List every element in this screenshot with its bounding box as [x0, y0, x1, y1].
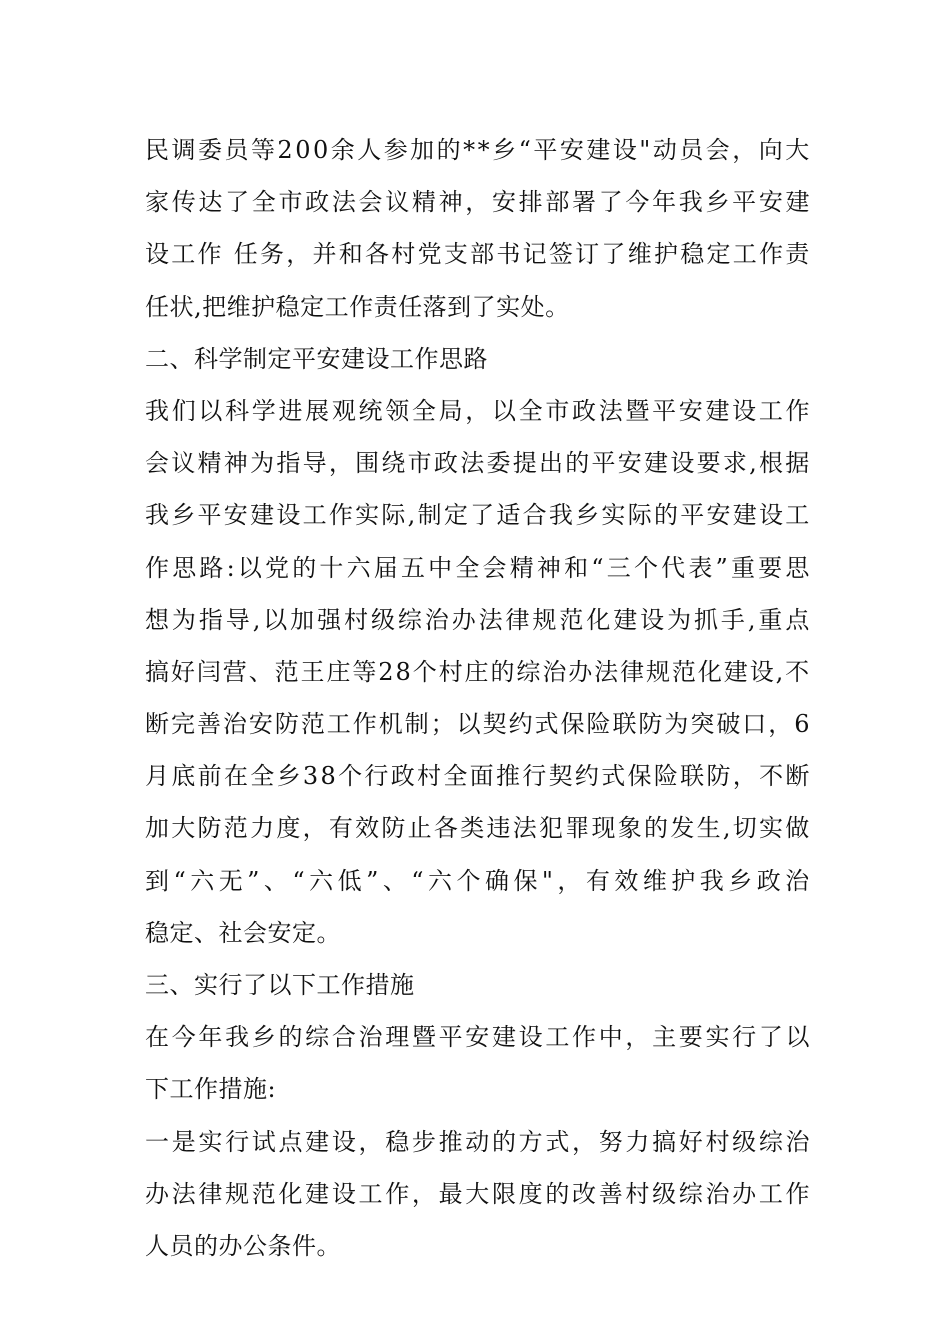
text-line: 一 是 实 行 试 点 建 设 ， 稳 步 推 动 的 方 式 ， 努 力 搞 好 村 级 综 治 [145, 1127, 810, 1156]
text-line: 稳定、社会安定。 [145, 918, 341, 947]
text-line: 我 们 以 科 学 进 展 观 统 领 全 局 ， 以 全 市 政 法 暨 平 安 建 设 工 作 [145, 396, 810, 425]
text-line: 想 为 指 导 , 以 加 强 村 级 综 治 办 法 律 规 范 化 建 设 为 抓 手 , 重 点 [145, 605, 810, 634]
text-line: 搞 好 闫 营 、 范 王 庄 等 2 8 个 村 庄 的 综 治 办 法 律 规 范 化 建 设 , 不 [145, 657, 810, 686]
text-line: 设 工 作 任 务 ， 并 和 各 村 党 支 部 书 记 签 订 了 维 护 稳 定 工 作 责 [145, 240, 810, 269]
text-line: 家 传 达 了 全 市 政 法 会 议 精 神 ， 安 排 部 署 了 今 年 我 乡 平 安 建 [145, 188, 810, 217]
text-line: 断 完 善 治 安 防 范 工 作 机 制 ； 以 契 约 式 保 险 联 防 为 突 破 口 ， 6 [145, 710, 810, 739]
text-line: 办 法 律 规 范 化 建 设 工 作 ， 最 大 限 度 的 改 善 村 级 综 治 办 工 作 [145, 1179, 810, 1208]
text-line: 任状,把维护稳定工作责任落到了实处。 [145, 292, 570, 321]
text-line: 会 议 精 神 为 指 导 ， 围 绕 市 政 法 委 提 出 的 平 安 建 设 要 求 , 根 据 [145, 449, 810, 478]
document-body [145, 128, 810, 1276]
text-line: 在 今 年 我 乡 的 综 合 治 理 暨 平 安 建 设 工 作 中 ， 主 要 实 行 了 以 [145, 1023, 810, 1052]
section-heading-3: 三、实行了以下工作措施 [145, 971, 415, 999]
text-line: 加 大 防 范 力 度 ， 有 效 防 止 各 类 违 法 犯 罪 现 象 的 发 生 , 切 实 做 [145, 814, 810, 843]
section-heading-2: 二、科学制定平安建设工作思路 [145, 344, 488, 373]
text-line: 到 “ 六 无 ” 、 “ 六 低 ” 、 “ 六 个 确 保 " ， 有 效 维 护 我 乡 政 治 [145, 866, 810, 895]
text-line: 人员的办公条件。 [145, 1231, 341, 1260]
text-line: 作 思 路 : 以 党 的 十 六 届 五 中 全 会 精 神 和 “ 三 个 代 表 ” 重 要 思 [145, 553, 810, 582]
text-line: 民 调 委 员 等 2 0 0 余 人 参 加 的 * * 乡 “ 平 安 建 设 " 动 员 会 ， 向 大 [145, 136, 810, 164]
text-line: 下工作措施: [145, 1075, 277, 1104]
text-line: 月 底 前 在 全 乡 3 8 个 行 政 村 全 面 推 行 契 约 式 保 险 联 防 ， 不 断 [145, 762, 810, 791]
text-line: 我 乡 平 安 建 设 工 作 实 际 , 制 定 了 适 合 我 乡 实 际 的 平 安 建 设 工 [145, 501, 810, 530]
